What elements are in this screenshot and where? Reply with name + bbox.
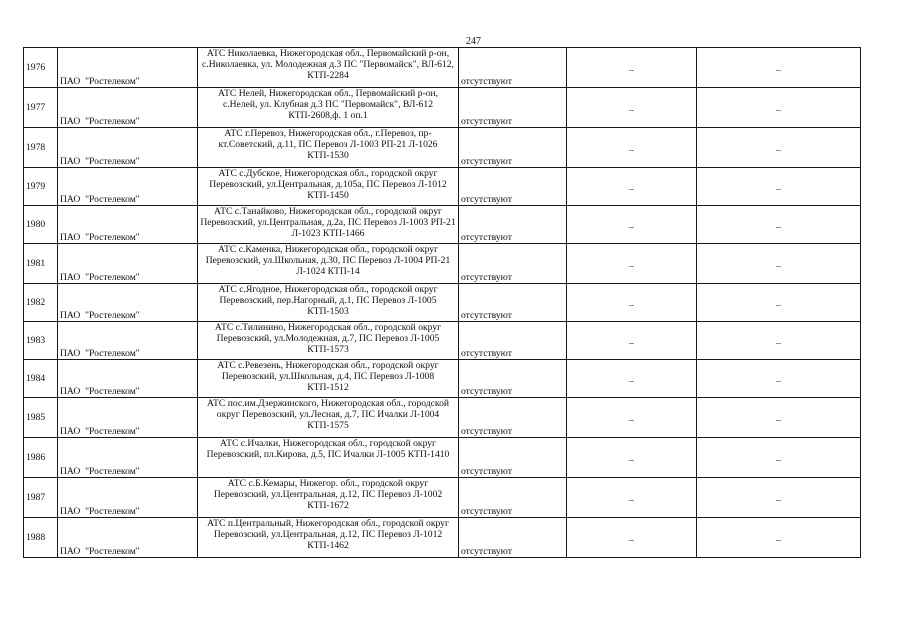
dash-cell: _ — [697, 478, 861, 518]
address-cell: АТС г.Перевоз, Нижегородская обл., г.Перевоз, пр-кт.Советский, д.11, ПС Перевоз Л-1003 РП-21 Л-1026 КТП-1530 — [198, 128, 459, 168]
registry-table — [23, 47, 861, 558]
dash-cell: _ — [567, 206, 697, 244]
status-cell: отсутствуют — [459, 128, 567, 168]
row-number: 1982 — [24, 284, 58, 322]
operator-cell: ПАО "Ростелеком" — [58, 438, 198, 478]
dash-cell: _ — [567, 398, 697, 438]
dash-cell: _ — [697, 88, 861, 128]
dash-cell: _ — [697, 322, 861, 360]
operator-cell: ПАО "Ростелеком" — [58, 284, 198, 322]
address-cell: АТС с.Танайково, Нижегородская обл., городской округ Перевозский, ул.Центральная, д.2а, ПС Перевоз Л-1003 РП-21 Л-1023 КТП-1466 — [198, 206, 459, 244]
dash-cell: _ — [567, 244, 697, 284]
operator-cell: ПАО "Ростелеком" — [58, 322, 198, 360]
status-cell: отсутствуют — [459, 284, 567, 322]
status-cell: отсутствуют — [459, 322, 567, 360]
dash-cell: _ — [567, 322, 697, 360]
operator-cell: ПАО "Ростелеком" — [58, 398, 198, 438]
table-row — [24, 360, 861, 398]
dash-cell: _ — [697, 206, 861, 244]
dash-cell: _ — [567, 128, 697, 168]
row-number: 1981 — [24, 244, 58, 284]
dash-cell: _ — [697, 438, 861, 478]
table-row — [24, 206, 861, 244]
table-row — [24, 244, 861, 284]
operator-cell: ПАО "Ростелеком" — [58, 48, 198, 88]
row-number: 1984 — [24, 360, 58, 398]
row-number: 1976 — [24, 48, 58, 88]
dash-cell: _ — [697, 48, 861, 88]
row-number: 1979 — [24, 168, 58, 206]
status-cell: отсутствуют — [459, 88, 567, 128]
row-number: 1980 — [24, 206, 58, 244]
address-cell: АТС с.Ичалки, Нижегородская обл., городской округ Перевозский, пл.Кирова, д.5, ПС Ичалки Л-1005 КТП-1410 — [198, 438, 459, 478]
table-row — [24, 128, 861, 168]
row-number: 1983 — [24, 322, 58, 360]
status-cell: отсутствуют — [459, 206, 567, 244]
status-cell: отсутствуют — [459, 244, 567, 284]
table-row — [24, 322, 861, 360]
address-cell: АТС Нелей, Нижегородская обл., Первомайский р-он, с.Нелей, ул. Клубная д.3 ПС "Первомайск", ВЛ-612 КТП-2608,ф. 1 оп.1 — [198, 88, 459, 128]
table-row — [24, 478, 861, 518]
table-row — [24, 284, 861, 322]
status-cell: отсутствуют — [459, 438, 567, 478]
dash-cell: _ — [567, 518, 697, 558]
status-cell: отсутствуют — [459, 398, 567, 438]
operator-cell: ПАО "Ростелеком" — [58, 478, 198, 518]
table-row — [24, 438, 861, 478]
row-number: 1986 — [24, 438, 58, 478]
operator-cell: ПАО "Ростелеком" — [58, 128, 198, 168]
table-row — [24, 168, 861, 206]
table-row — [24, 88, 861, 128]
address-cell: АТС Николаевка, Нижегородская обл., Первомайский р-он, с.Николаевка, ул. Молодежная д.3 ПС "Первомайск", ВЛ-612, КТП-2284 — [198, 48, 459, 88]
table-row — [24, 518, 861, 558]
dash-cell: _ — [567, 284, 697, 322]
dash-cell: _ — [697, 398, 861, 438]
row-number: 1978 — [24, 128, 58, 168]
dash-cell: _ — [567, 438, 697, 478]
address-cell: АТС с.Дубское, Нижегородская обл., городской округ Перевозский, ул.Центральная, д.105а, ПС Перевоз Л-1012 КТП-1450 — [198, 168, 459, 206]
page-number: 247 — [466, 36, 481, 47]
address-cell: АТС с.Б.Кемары, Нижегор. обл., городской округ Перевозский, ул.Центральная, д.12, ПС Перевоз Л-1002 КТП-1672 — [198, 478, 459, 518]
dash-cell: _ — [697, 128, 861, 168]
address-cell: АТС п.Центральный, Нижегородская обл., городской округ Перевозский, ул.Центральная, д.12, ПС Перевоз Л-1012 КТП-1462 — [198, 518, 459, 558]
address-cell: АТС с.Тилинино, Нижегородская обл., городской округ Перевозский, ул.Молодежная, д.7, ПС Перевоз Л-1005 КТП-1573 — [198, 322, 459, 360]
dash-cell: _ — [567, 360, 697, 398]
dash-cell: _ — [697, 284, 861, 322]
dash-cell: _ — [697, 168, 861, 206]
table-row — [24, 48, 861, 88]
row-number: 1985 — [24, 398, 58, 438]
operator-cell: ПАО "Ростелеком" — [58, 168, 198, 206]
row-number: 1987 — [24, 478, 58, 518]
address-cell: АТС с.Ягодное, Нижегородская обл., городской округ Перевозский, пер.Нагорный, д.1, ПС Перевоз Л-1005 КТП-1503 — [198, 284, 459, 322]
table-row — [24, 398, 861, 438]
address-cell: АТС с.Ревезень, Нижегородская обл., городской округ Перевозский, ул.Школьная, д.4, ПС Перевоз Л-1008 КТП-1512 — [198, 360, 459, 398]
status-cell: отсутствуют — [459, 48, 567, 88]
operator-cell: ПАО "Ростелеком" — [58, 244, 198, 284]
row-number: 1988 — [24, 518, 58, 558]
operator-cell: ПАО "Ростелеком" — [58, 518, 198, 558]
operator-cell: ПАО "Ростелеком" — [58, 206, 198, 244]
status-cell: отсутствуют — [459, 168, 567, 206]
dash-cell: _ — [567, 478, 697, 518]
dash-cell: _ — [567, 88, 697, 128]
dash-cell: _ — [697, 244, 861, 284]
status-cell: отсутствуют — [459, 478, 567, 518]
status-cell: отсутствуют — [459, 518, 567, 558]
dash-cell: _ — [697, 360, 861, 398]
dash-cell: _ — [697, 518, 861, 558]
address-cell: АТС с.Каменка, Нижегородская обл., городской округ Перевозский, ул.Школьная, д.30, ПС Перевоз Л-1004 РП-21 Л-1024 КТП-14 — [198, 244, 459, 284]
address-cell: АТС пос.им.Дзержинского, Нижегородская обл., городской округ Перевозский, ул.Лесная, д.7, ПС Ичалки Л-1004 КТП-1575 — [198, 398, 459, 438]
dash-cell: _ — [567, 48, 697, 88]
row-number: 1977 — [24, 88, 58, 128]
status-cell: отсутствуют — [459, 360, 567, 398]
operator-cell: ПАО "Ростелеком" — [58, 360, 198, 398]
dash-cell: _ — [567, 168, 697, 206]
operator-cell: ПАО "Ростелеком" — [58, 88, 198, 128]
